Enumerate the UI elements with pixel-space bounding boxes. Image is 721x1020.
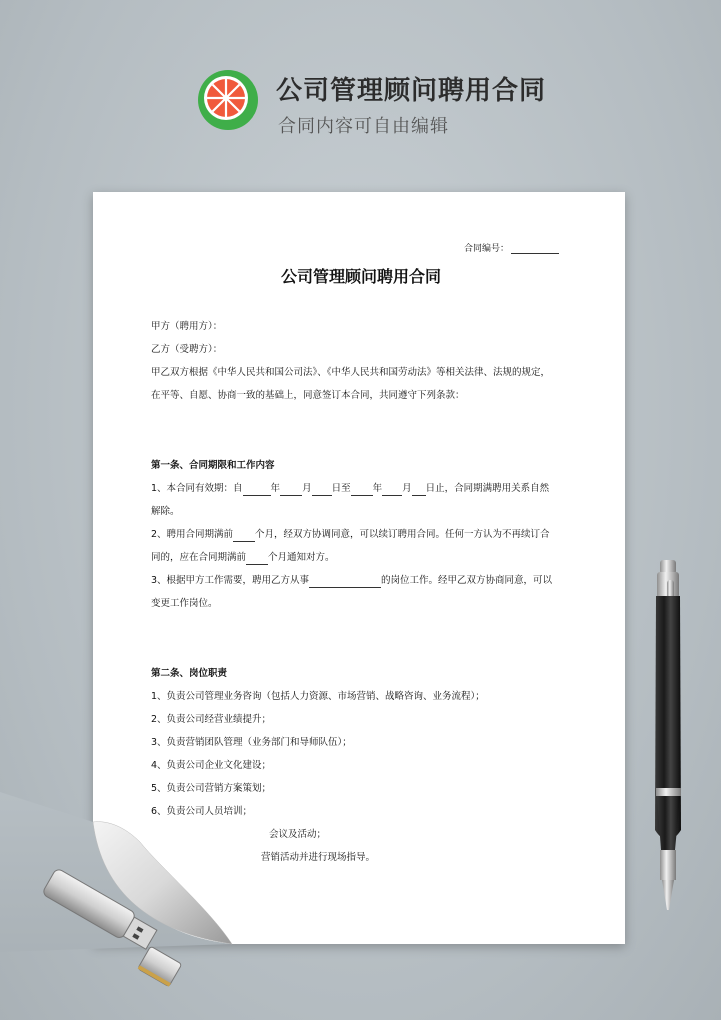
blank	[351, 485, 373, 496]
article-2-item: 1、负责公司管理业务咨询（包括人力资源、市场营销、战略咨询、业务流程）；	[151, 691, 485, 702]
text-segment: 日至	[331, 483, 351, 494]
article-1-item-2	[151, 528, 550, 542]
text-segment: 2、聘用合同期满前	[151, 529, 234, 540]
text-segment: 个月通知对方。	[268, 552, 335, 563]
document-page	[93, 192, 625, 944]
article-2-item: 4、负责公司企业文化建设；	[151, 760, 272, 771]
page-title: 公司管理顾问聘用合同	[276, 76, 547, 106]
blank	[233, 531, 255, 542]
header	[0, 0, 721, 160]
article-1-title: 第一条、合同期限和工作内容	[151, 460, 275, 471]
text-segment: 月	[302, 483, 312, 494]
party-b: 乙方（受聘方）：	[151, 344, 223, 355]
intro-line-1: 甲乙双方根据《中华人民共和国公司法》、《中华人民共和国劳动法》等相关法律、法规的规定，	[151, 367, 551, 378]
article-1-item-3-cont: 变更工作岗位。	[151, 598, 218, 609]
text-segment: 3、根据甲方工作需要，聘用乙方从事	[151, 575, 310, 586]
text-segment: 个月，经双方协调同意，可以续订聘用合同。任何一方认为不再续订合	[255, 529, 550, 540]
grapefruit-logo-icon	[196, 68, 260, 132]
blank	[309, 577, 381, 588]
document-title: 公司管理顾问聘用合同	[280, 267, 441, 286]
article-2-item: 2、负责公司经营业绩提升；	[151, 714, 272, 725]
contract-number-label: 合同编号：	[464, 244, 510, 254]
article-2-title: 第二条、岗位职责	[151, 668, 228, 679]
contract-number	[464, 241, 559, 254]
intro-line-2: 在平等、自愿、协商一致的基础上，同意签订本合同，共同遵守下列条款：	[151, 390, 465, 401]
article-2-item: 会议及活动；	[269, 829, 327, 840]
blank	[312, 485, 332, 496]
blank	[280, 485, 302, 496]
article-1-item-1-cont: 解除。	[151, 506, 180, 517]
blank	[382, 485, 402, 496]
article-2-item: 5、负责公司营销方案策划；	[151, 783, 272, 794]
text-segment: 年	[372, 483, 383, 494]
article-2-item: 营销活动并进行现场指导。	[261, 852, 376, 863]
article-1-item-2-cont	[151, 551, 335, 565]
article-1-item-1	[151, 482, 549, 496]
blank	[243, 485, 271, 496]
usb-drive-icon	[30, 850, 190, 990]
article-2-item: 6、负责公司人员培训；	[151, 806, 253, 817]
article-1-item-3	[151, 574, 552, 588]
article-2-item: 3、负责营销团队管理（业务部门和导师队伍）；	[151, 737, 352, 748]
page-subtitle: 合同内容可自由编辑	[278, 116, 449, 137]
text-segment: 1、本合同有效期：自	[151, 483, 243, 494]
text-segment: 同的，应在合同期满前	[151, 552, 247, 563]
text-segment: 的岗位工作。经甲乙双方协商同意，可以	[381, 575, 553, 586]
blank	[412, 485, 426, 496]
contract-number-blank	[511, 243, 559, 254]
blank	[246, 554, 268, 565]
text-segment: 日止，合同期满聘用关系自然	[425, 483, 550, 494]
text-segment: 月	[402, 483, 412, 494]
text-segment: 年	[270, 483, 281, 494]
party-a: 甲方（聘用方）：	[151, 321, 223, 332]
pen-icon	[648, 560, 692, 920]
